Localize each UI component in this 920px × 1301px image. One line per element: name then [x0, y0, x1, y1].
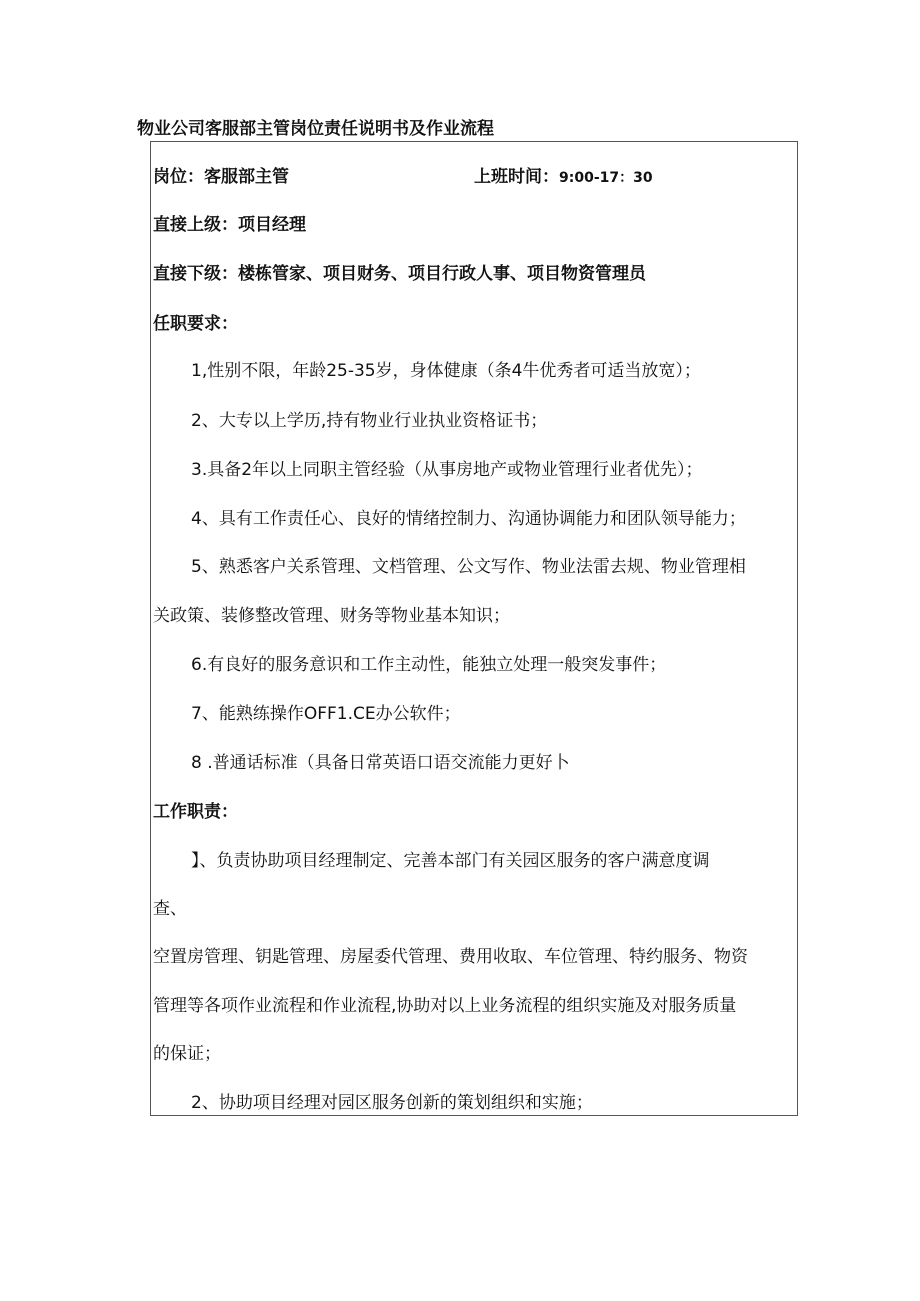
work-time — [474, 166, 653, 189]
work-time-label: 上班时间： — [474, 167, 559, 187]
requirement-item: 4、具有工作责任心、良好的情绪控制力、沟通协调能力和团队领导能力； — [191, 509, 746, 529]
requirement-item: 7、能熟练操作OFF1.CE办公软件； — [191, 704, 461, 724]
duty-item: 】、负责协助项目经理制定、完善本部门有关园区服务的客户满意度调 — [191, 851, 710, 871]
duty-item-continued: 查、 — [153, 899, 187, 919]
duty-item-continued: 管理等各项作业流程和作业流程,协助对以上业务流程的组织实施及对服务质量 — [153, 996, 737, 1016]
requirement-item-continued: 关政策、装修整改管理、财务等物业基本知识； — [153, 606, 510, 626]
document-title: 物业公司客服部主管岗位责任说明书及作业流程 — [137, 119, 494, 139]
position-label: 岗位：客服部主管 — [153, 167, 289, 187]
duty-item-continued: 的保证； — [153, 1044, 221, 1064]
requirement-item: 6.有良好的服务意识和工作主动性，能独立处理一般突发事件； — [191, 655, 667, 675]
requirement-item: 2、大专以上学历,持有物业行业执业资格证书； — [191, 411, 548, 431]
requirement-item: 3.具备2年以上同职主管经验（从事房地产或物业管理行业者优先）； — [191, 460, 703, 480]
direct-superior: 直接上级：项目经理 — [153, 215, 306, 235]
requirement-item: 8 .普通话标准（具备日常英语口语交流能力更好卜 — [191, 753, 570, 773]
requirement-item: 1,性别不限，年龄25-35岁，身体健康（条4牛优秀者可适当放宽）； — [191, 361, 701, 381]
work-time-value: 9:00-17：30 — [559, 170, 653, 186]
requirements-heading: 任职要求： — [153, 314, 238, 334]
duty-item-continued: 空置房管理、钥匙管理、房屋委代管理、费用收取、车位管理、特约服务、物资 — [153, 947, 748, 967]
duties-heading: 工作职责： — [153, 802, 238, 822]
duty-item: 2、协助项目经理对园区服务创新的策划组织和实施； — [191, 1093, 593, 1113]
direct-subordinates: 直接下级：楼栋管家、项目财务、项目行政人事、项目物资管理员 — [153, 264, 646, 284]
document-frame — [150, 141, 798, 1116]
requirement-item: 5、熟悉客户关系管理、文档管理、公文写作、物业法雷去规、物业管理相 — [191, 557, 746, 577]
